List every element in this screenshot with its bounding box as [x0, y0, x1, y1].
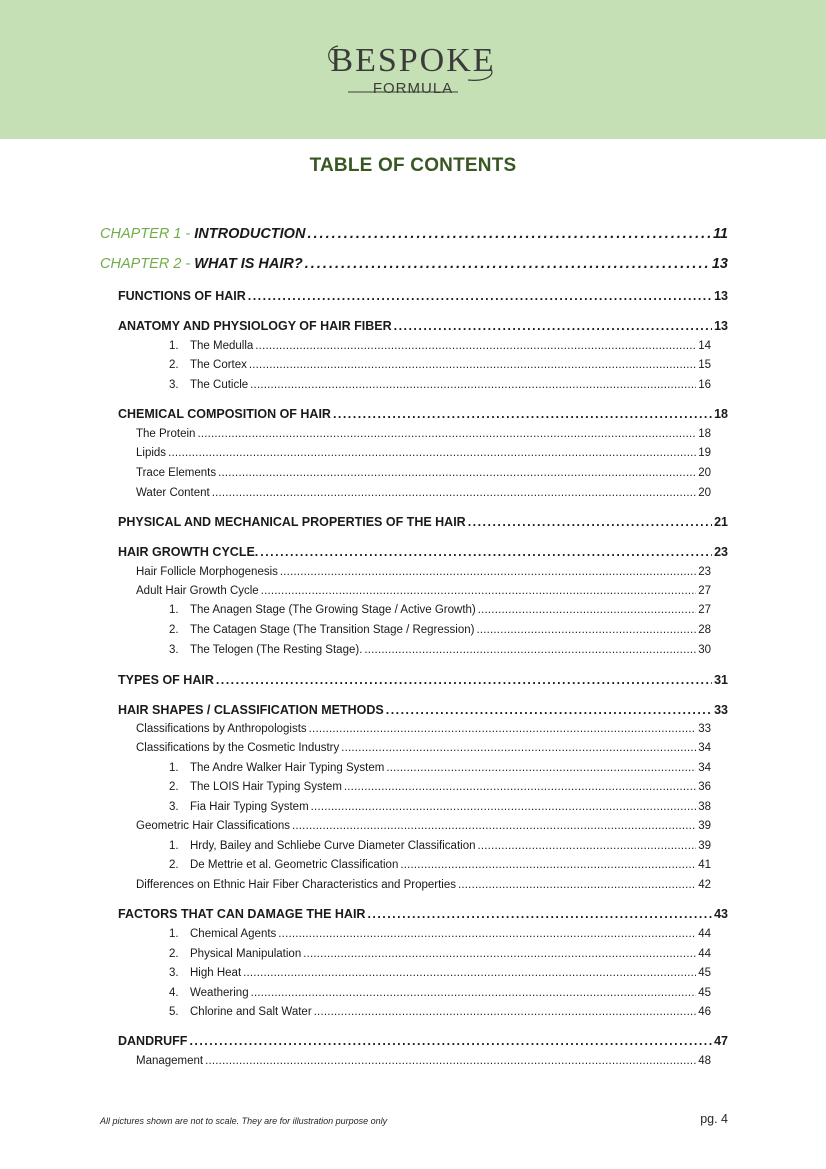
toc-entry-label [136, 585, 259, 597]
toc-page-number: 15 [698, 359, 711, 371]
toc-entry[interactable] [169, 859, 711, 871]
toc-leader-dots [250, 379, 696, 391]
toc-page-number: 23 [698, 566, 711, 578]
toc-entry-label [118, 319, 392, 333]
toc-leader-dots [249, 359, 696, 371]
toc-chapter-prefix: CHAPTER 2 - [100, 256, 195, 272]
toc-entry[interactable] [169, 801, 711, 813]
toc-entry-label [169, 604, 476, 616]
toc-page-number: 43 [714, 907, 728, 921]
toc-leader-dots [468, 515, 712, 529]
toc-entry-number: 2. [169, 781, 179, 793]
toc-leader-dots [197, 428, 696, 440]
toc-leader-dots [394, 319, 712, 333]
toc-entry-number: 3. [169, 801, 179, 813]
toc-entry-text: Chlorine and Salt Water [190, 1006, 312, 1018]
logo-wordmark: BESPOKE [330, 42, 496, 79]
toc-entry-label [136, 820, 290, 832]
toc-entry[interactable] [169, 644, 711, 656]
toc-entry-number: 3. [169, 644, 179, 656]
toc-leader-dots [478, 604, 696, 616]
toc-page-number: 16 [698, 379, 711, 391]
bespoke-formula-logo [318, 36, 508, 106]
toc-entry-label [136, 742, 339, 754]
toc-entry-number: 3. [169, 379, 179, 391]
toc-entry-label [169, 644, 362, 656]
toc-entry-label [169, 359, 247, 371]
toc-entry-label [118, 515, 466, 529]
toc-entry-label [100, 226, 305, 242]
toc-leader-dots [314, 1006, 697, 1018]
toc-entry-text: Weathering [190, 987, 249, 999]
toc-entry-number: 1. [169, 340, 179, 352]
toc-entry-text: The Cortex [190, 359, 247, 371]
toc-entry-text: Management [136, 1055, 204, 1067]
toc-entry[interactable] [118, 907, 728, 921]
toc-entry[interactable] [169, 928, 711, 940]
toc-entry-label [118, 703, 384, 717]
toc-entry[interactable] [169, 762, 711, 774]
toc-entry[interactable] [118, 407, 728, 421]
toc-entry-label [169, 762, 384, 774]
toc-page-number: 21 [714, 515, 728, 529]
toc-entry[interactable] [169, 987, 711, 999]
toc-entry[interactable] [118, 703, 728, 717]
toc-entry-text: The Cuticle [190, 379, 249, 391]
toc-leader-dots [476, 624, 696, 636]
toc-entry-label [118, 289, 246, 303]
toc-entry[interactable] [136, 566, 711, 578]
toc-entry-label [136, 467, 216, 479]
toc-leader-dots [243, 967, 696, 979]
toc-entry-text: The Telogen (The Resting Stage). [190, 644, 363, 656]
toc-entry-number: 2. [169, 948, 179, 960]
toc-entry-text: Physical Manipulation [190, 948, 302, 960]
toc-entry[interactable] [169, 379, 711, 391]
toc-entry-text: HAIR GROWTH CYCLE. [118, 545, 259, 559]
toc-entry[interactable] [169, 604, 711, 616]
toc-page-number: 42 [698, 879, 711, 891]
toc-page-number: 36 [698, 781, 711, 793]
toc-entry-text: FACTORS THAT CAN DAMAGE THE HAIR [118, 907, 366, 921]
toc-entry[interactable] [136, 1055, 711, 1067]
toc-page-number: 18 [698, 428, 711, 440]
toc-entry[interactable] [136, 487, 711, 499]
toc-leader-dots [261, 585, 696, 597]
toc-entry-text: The Andre Walker Hair Typing System [190, 762, 385, 774]
toc-entry[interactable] [136, 467, 711, 479]
toc-entry-text: Geometric Hair Classifications [136, 820, 291, 832]
toc-entry[interactable] [118, 545, 728, 559]
toc-page-number: 33 [714, 703, 728, 717]
toc-page-number: 11 [712, 226, 728, 242]
toc-entry-text: Chemical Agents [190, 928, 277, 940]
toc-entry-number: 1. [169, 840, 179, 852]
toc-entry-label [118, 1034, 187, 1048]
page-title: TABLE OF CONTENTS [309, 155, 517, 176]
toc-entry-label [169, 340, 253, 352]
toc-entry[interactable] [169, 359, 711, 371]
toc-page-number: 13 [714, 319, 728, 333]
toc-entry-label [136, 723, 307, 735]
toc-entry-label [169, 948, 301, 960]
toc-entry-label [136, 428, 195, 440]
toc-entry-text: DANDRUFF [118, 1034, 188, 1048]
toc-entry-text: Water Content [136, 487, 210, 499]
toc-leader-dots [251, 987, 697, 999]
toc-page-number: 45 [698, 987, 711, 999]
toc-entry-label [136, 447, 166, 459]
toc-leader-dots [364, 644, 696, 656]
toc-entry-number: 2. [169, 859, 179, 871]
toc-page-number: 33 [698, 723, 711, 735]
toc-entry-number: 1. [169, 928, 179, 940]
toc-leader-dots [311, 801, 697, 813]
toc-page-number: 39 [698, 820, 711, 832]
toc-entry-text: INTRODUCTION [194, 226, 306, 242]
toc-entry-label [169, 859, 398, 871]
toc-entry-text: Hair Follicle Morphogenesis [136, 566, 278, 578]
toc-entry-label [118, 907, 365, 921]
toc-entry[interactable] [169, 340, 711, 352]
toc-page-number: 13 [711, 256, 728, 272]
toc-page-number: 34 [698, 762, 711, 774]
toc-entry-text: Classifications by the Cosmetic Industry [136, 742, 340, 754]
toc-leader-dots [341, 742, 696, 754]
toc-entry[interactable] [136, 723, 711, 735]
toc-page-number: 39 [698, 840, 711, 852]
toc-page-number: 27 [698, 604, 711, 616]
toc-leader-dots [212, 487, 696, 499]
toc-page-number: 30 [698, 644, 711, 656]
toc-entry-label [169, 840, 476, 852]
toc-leader-dots [278, 928, 696, 940]
toc-entry-number: 2. [169, 624, 179, 636]
toc-entry[interactable] [169, 840, 711, 852]
toc-entry-text: CHEMICAL COMPOSITION OF HAIR [118, 407, 331, 421]
toc-leader-dots [218, 467, 696, 479]
toc-leader-dots [386, 703, 712, 717]
toc-entry-label [136, 487, 210, 499]
toc-page-number: 47 [714, 1034, 728, 1048]
logo-subtitle: FORMULA [372, 80, 454, 97]
toc-entry-text: ANATOMY AND PHYSIOLOGY OF HAIR FIBER [118, 319, 392, 333]
toc-entry[interactable] [118, 319, 728, 333]
toc-entry-label [169, 624, 474, 636]
toc-entry[interactable] [169, 624, 711, 636]
toc-entry-text: The LOIS Hair Typing System [190, 781, 342, 793]
toc-page-number: 44 [698, 928, 711, 940]
toc-leader-dots [344, 781, 696, 793]
toc-entry[interactable] [118, 673, 728, 687]
toc-leader-dots [400, 859, 696, 871]
toc-leader-dots [478, 840, 697, 852]
toc-entry-label [169, 967, 241, 979]
toc-page-number: 27 [698, 585, 711, 597]
toc-entry[interactable] [136, 879, 711, 891]
toc-entry-number: 4. [169, 987, 179, 999]
toc-page-number: 38 [698, 801, 711, 813]
toc-entry-text: De Mettrie et al. Geometric Classification [190, 859, 399, 871]
toc-entry[interactable] [169, 781, 711, 793]
toc-page-number: 13 [714, 289, 728, 303]
toc-entry[interactable] [136, 447, 711, 459]
toc-entry[interactable] [169, 967, 711, 979]
toc-entry-text: HAIR SHAPES / CLASSIFICATION METHODS [118, 703, 384, 717]
header-band [0, 0, 826, 139]
toc-entry[interactable] [118, 1034, 728, 1048]
toc-entry-text: Differences on Ethnic Hair Fiber Characteristics and Properties [136, 879, 457, 891]
toc-entry-text: Hrdy, Bailey and Schliebe Curve Diameter Classification [190, 840, 476, 852]
toc-entry-text: WHAT IS HAIR? [194, 256, 303, 272]
toc-page-number: 31 [714, 673, 728, 687]
toc-leader-dots [205, 1055, 696, 1067]
toc-entry-label [169, 781, 342, 793]
toc-leader-dots [303, 948, 696, 960]
toc-entry[interactable] [136, 820, 711, 832]
toc-entry-label [136, 1055, 203, 1067]
footer-note: All pictures shown are not to scale. They are for illustration purpose only [100, 1116, 388, 1126]
toc-page-number: 20 [698, 467, 711, 479]
toc-leader-dots [307, 226, 711, 242]
toc-leader-dots [305, 256, 710, 272]
toc-entry-text: PHYSICAL AND MECHANICAL PROPERTIES OF THE HAIR [118, 515, 466, 529]
toc-leader-dots [292, 820, 696, 832]
toc-entry[interactable] [118, 515, 728, 529]
toc-chapter-prefix: CHAPTER 1 - [100, 226, 195, 242]
toc-leader-dots [189, 1034, 712, 1048]
toc-entry-text: The Medulla [190, 340, 254, 352]
toc-page-number: 48 [698, 1055, 711, 1067]
toc-page-number: 41 [698, 859, 711, 871]
toc-leader-dots [216, 673, 712, 687]
toc-leader-dots [367, 907, 712, 921]
toc-leader-dots [280, 566, 696, 578]
toc-entry-text: TYPES OF HAIR [118, 673, 214, 687]
toc-leader-dots [260, 545, 712, 559]
toc-entry-text: Fia Hair Typing System [190, 801, 309, 813]
page-number: pg. 4 [700, 1112, 728, 1126]
toc-entry-label [169, 1006, 312, 1018]
toc-page-number: 28 [698, 624, 711, 636]
toc-entry-label [118, 673, 214, 687]
toc-entry-label [118, 545, 258, 559]
toc-entry-number: 3. [169, 967, 179, 979]
toc-entry-label [118, 407, 331, 421]
toc-entry-label [169, 379, 248, 391]
toc-leader-dots [386, 762, 696, 774]
toc-page-number: 34 [698, 742, 711, 754]
toc-page-number: 20 [698, 487, 711, 499]
toc-page-number: 14 [698, 340, 711, 352]
toc-entry-text: FUNCTIONS OF HAIR [118, 289, 246, 303]
toc-entry-text: The Catagen Stage (The Transition Stage / Regression) [190, 624, 475, 636]
toc-entry-text: Adult Hair Growth Cycle [136, 585, 259, 597]
toc-entry[interactable] [100, 256, 728, 272]
toc-entry-label [136, 566, 278, 578]
toc-entry-text: Lipids [136, 447, 167, 459]
toc-entry-number: 1. [169, 604, 179, 616]
toc-entry-label [169, 801, 309, 813]
toc-leader-dots [458, 879, 696, 891]
toc-entry-label [100, 256, 303, 272]
toc-entry-text: Trace Elements [136, 467, 217, 479]
toc-entry[interactable] [136, 742, 711, 754]
toc-page-number: 46 [698, 1006, 711, 1018]
toc-entry[interactable] [136, 428, 711, 440]
toc-page-number: 44 [698, 948, 711, 960]
toc-entry-number: 2. [169, 359, 179, 371]
toc-entry-label [136, 879, 456, 891]
toc-entry[interactable] [169, 1006, 711, 1018]
toc-entry-text: The Protein [136, 428, 196, 440]
toc-entry-label [169, 928, 276, 940]
toc-entry[interactable] [136, 585, 711, 597]
toc-entry[interactable] [169, 948, 711, 960]
toc-leader-dots [309, 723, 697, 735]
toc-leader-dots [255, 340, 696, 352]
toc-entry-text: High Heat [190, 967, 242, 979]
toc-entry[interactable] [100, 226, 728, 242]
toc-page-number: 23 [714, 545, 728, 559]
toc-entry-number: 1. [169, 762, 179, 774]
toc-entry-text: The Anagen Stage (The Growing Stage / Active Growth) [190, 604, 476, 616]
toc-entry-text: Classifications by Anthropologists [136, 723, 307, 735]
toc-page-number: 45 [698, 967, 711, 979]
toc-leader-dots [248, 289, 712, 303]
toc-page-number: 19 [698, 447, 711, 459]
toc-leader-dots [168, 447, 696, 459]
toc-entry[interactable] [118, 289, 728, 303]
toc-page-number: 18 [714, 407, 728, 421]
toc-leader-dots [333, 407, 712, 421]
toc-entry-label [169, 987, 249, 999]
toc-entry-number: 5. [169, 1006, 179, 1018]
